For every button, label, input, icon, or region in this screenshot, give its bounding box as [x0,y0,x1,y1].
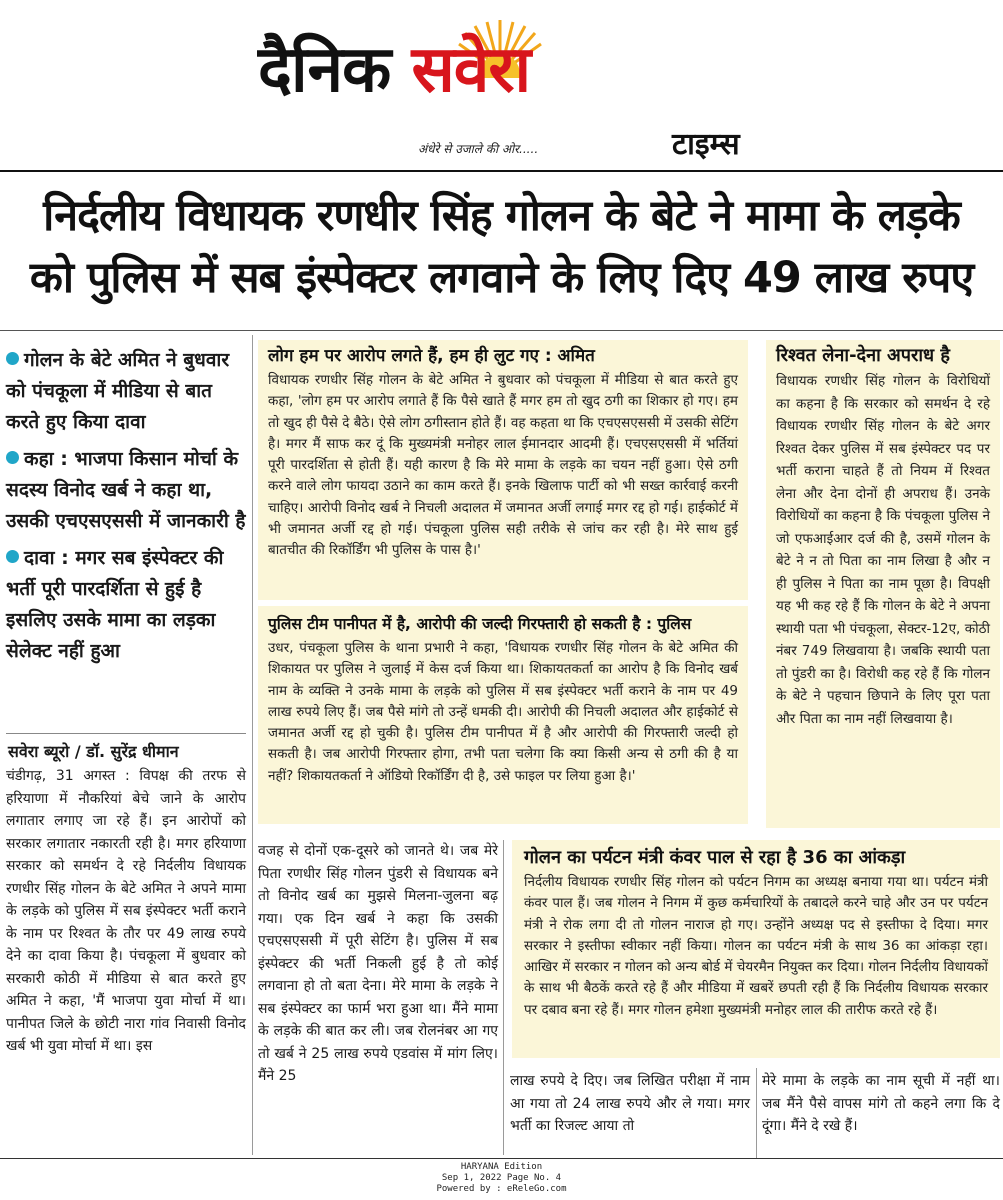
column-divider [503,840,504,1155]
box-amit-text: विधायक रणधीर सिंह गोलन के बेटे अमित ने बुधवार को पंचकूला में मीडिया से बात करते हुए कहा, 'लोग हम पर आरोप लगाते हैं कि पैसे खाते हैं मगर हम तो खुद ठगी का शिकार हो गए। हम तो खुद ही पैसे दे बैठे। ऐसे लोग ठगीस्तान होते हैं। वह कहता था कि एचएसएससी में उसकी सेटिंग है। मगर मैं साफ कर दूं कि मुख्यमंत्री मनोहर लाल ईमानदार आदमी हैं। एचएसएससी में भर्तियां पूरी पारदर्शिता से होती हैं। यही कारण है कि मेरे मामा के लड़के का चयन नहीं हुआ। ऐसे ठगी करने वाले लोग फायदा उठाने का काम करते हैं। इनके खिलाफ पार्टी को भी सख्त कार्रवाई करनी चाहिए। आरोपी विनोद खर्ब ने निचली अदालत में जमानत अर्जी लगाई मगर रद्द हो गई। हाईकोर्ट में भी जमानत अर्जी रद्द हो गई। पंचकूला पुलिस सही तरीके से जांच कर रही है। मेरे साथ हुई बातचीत की रिकॉर्डिंग भी पुलिस के पास है।' [268,372,738,559]
footer-powered-by: Powered by : eReleGo.com [436,1184,567,1194]
masthead-divider [0,170,1003,172]
masthead-title-red: सवेरा [411,33,531,107]
box-police [258,606,748,824]
bullet-item: कहा : भाजपा किसान मोर्चा के सदस्य विनोद खर्ब ने कहा था, उसकी एचएसएससी में जानकारी है [6,448,246,532]
box-police-text: उधर, पंचकूला पुलिस के थाना प्रभारी ने कहा, 'विधायक रणधीर सिंह गोलन के बेटे अमित की शिकायत पर पुलिस ने जुलाई में केस दर्ज किया था। शिकायतकर्ता का आरोप है कि विनोद खर्ब नाम के व्यक्ति ने उनके मामा के लड़के को पुलिस में सब इंस्पेक्टर भर्ती कराने के नाम पर 49 लाख रुपये लिए हैं। जब पैसे मांगे तो उन्हें धमकी दी। आरोपी की निचली अदालत और हाईकोर्ट से जमानत अर्जी रद्द हो चुकी है। पुलिस टीम पानीपत में है और आरोपी की गिरफ्तारी जल्दी हो सकती है। जब आरोपी गिरफ्तार होगा, तभी पता चलेगा कि क्या किसी अन्य से ठगी की है या नहीं? शिकायतकर्ता ने ऑडियो रिकॉर्डिंग दी है, उसे फाइल पर लिया हुआ है।' [268,640,738,784]
byline: सवेरा ब्यूरो / डॉ. सुरेंद्र धीमान [8,742,179,761]
box-bribe-heading: रिश्वत लेना-देना अपराध है [776,345,950,366]
column-divider [252,335,253,1155]
box-tourism [512,840,1000,1058]
bullet-item: गोलन के बेटे अमित ने बुधवार को पंचकूला में मीडिया से बात करते हुए किया दावा [6,349,230,433]
headline-line-1: निर्दलीय विधायक रणधीर सिंह गोलन के बेटे ने मामा के लड़के [43,191,960,241]
footer-date-page: Sep 1, 2022 Page No. 4 [441,1173,562,1183]
footer-divider [0,1158,1003,1159]
headline-line-2: को पुलिस में सब इंस्पेक्टर लगवाने के लिए दिए 49 लाख रुपए [29,253,974,303]
main-story-column-1: चंडीगढ़, 31 अगस्त : विपक्ष की तरफ से हरियाणा में नौकरियां बेचे जाने के आरोप लगातार लगाए जा रहे हैं। इन आरोपों को सरकार लगातार नकारती रही है। मगर हरियाणा सरकार को समर्थन दे रहे निर्दलीय विधायक रणधीर सिंह गोलन के बेटे अमित ने अपने मामा के लड़के को पुलिस में सब इंस्पेक्टर भर्ती कराने के नाम पर रिश्वत के तौर पर 49 लाख रुपये देने का दावा किया है। पंचकूला में बुधवार को सरकारी कोठी में मीडिया से बात करते हुए अमित ने कहा, 'मैं भाजपा युवा मोर्चा में था। पानीपत जिले के छोटी नारा गांव निवासी विनोद खर्ब भी युवा मोर्चा में था। इस [6,768,246,1054]
main-story-column-4: मेरे मामा के लड़के का नाम सूची में नहीं था। जब मैंने पैसे वापस मांगे तो कहने लगा कि दे दूंगा। मैंने दे रखे हैं। [762,1073,1000,1134]
bullet-item: दावा : मगर सब इंस्पेक्टर की भर्ती पूरी पारदर्शिता से हुई है इसलिए उसके मामा का लड़का सेलेक्ट नहीं हुआ [6,547,224,662]
footer [0,1162,1003,1195]
main-story-column-2: वजह से दोनों एक-दूसरे को जानते थे। जब मेरे पिता रणधीर सिंह गोलन पुंडरी से विधायक बने तो विनोद खर्ब का मुझसे मिलना-जुलना बढ़ गया। एक दिन खर्ब ने कहा कि उसकी एचएसएससी में पूरी सेटिंग है। पुलिस में सब इंस्पेक्टर की भर्ती निकली हुई है तो कोई लगवाना हो तो बता देना। मेरे मामा के लड़के ने सब इंस्पेक्टर का फार्म भरा हुआ था। मैंने मामा के लड़के की बात कर ली। जब रोलनंबर आ गए तो खर्ब ने 25 लाख रुपये एडवांस में मांग लिए। मैंने 25 [258,843,498,1084]
box-tourism-text: निर्दलीय विधायक रणधीर सिंह गोलन को पर्यटन निगम का अध्यक्ष बनाया गया था। पर्यटन मंत्री कंवर पाल हैं। जब गोलन ने निगम में कुछ कर्मचारियों के तबादले करने चाहे और उन पर पर्यटन मंत्री ने रोक लगा दी तो गोलन नाराज हो गए। उन्होंने अध्यक्ष पद से इस्तीफा दे दिया। मगर सरकार ने इस्तीफा स्वीकार नहीं किया। गोलन का पर्यटन मंत्री के साथ 36 का आंकड़ा रहा। आखिर में सरकार न गोलन को अन्य बोर्ड में चेयरमैन नियुक्त कर दिया। गोलन निर्दलीय विधायकों के साथ भी बैठकें करते रहे हैं और मीडिया में खबरें छपती रही हैं कि निर्दलीय विधायक सरकार पर दबाव बना रहे हैं। मगर गोलन हमेशा मुख्यमंत्री मनोहर लाल की तारीफ करते रहे हैं। [524,874,988,1018]
masthead [0,0,1003,175]
masthead-title [258,33,531,107]
box-bribe [766,340,1000,828]
masthead-subtitle: टाइम्स [672,127,740,162]
bullet-dot-icon [6,550,19,563]
footer-edition: HARYANA Edition [460,1162,543,1172]
box-bribe-text: विधायक रणधीर सिंह गोलन के विरोधियों का कहना है कि सरकार को समर्थन दे रहे विधायक रणधीर सिंह गोलन के बेटे अगर रिश्वत देकर पुलिस में सब इंस्पेक्टर पद पर भर्ती कराना चाहते हैं तो नियम में रिश्वत लेना और देना दोनों ही अपराध हैं। उनके विरोधियों का कहना है कि पंचकूला पुलिस ने जो एफआईआर दर्ज की है, उसमें गोलन के बेटे ने न तो पिता का नाम लिखा है और न ही पुलिस ने पिता का नाम पूछा है। विपक्षी यह भी कह रहे हैं कि गोलन के बेटे ने अपना स्थायी पता भी पंचकूला, सेक्टर-12ए, कोठी नंबर 749 लिखवाया है। जबकि स्थायी पता तो पुंडरी का है। विरोधी कह रहे हैं कि गोलन के बेटे ने पहचान छिपाने के लिए पूरा पता और पिता का नाम नहीं लिखवाया है। [776,373,990,727]
main-headline [0,185,1003,309]
box-police-heading: पुलिस टीम पानीपत में है, आरोपी की जल्दी गिरफ्तारी हो सकती है : पुलिस [268,615,692,633]
bullets-divider [6,733,246,734]
highlight-bullets [6,345,246,673]
box-tourism-heading: गोलन का पर्यटन मंत्री कंवर पाल से रहा है 36 का आंकड़ा [524,847,906,868]
masthead-title-black: दैनिक [258,33,391,107]
bullet-dot-icon [6,451,19,464]
column-divider [756,1068,757,1158]
box-amit-heading: लोग हम पर आरोप लगते हैं, हम ही लुट गए : अमित [268,346,595,366]
box-amit [258,340,748,600]
main-story-column-3: लाख रुपये दे दिए। जब लिखित परीक्षा में नाम आ गया तो 24 लाख रुपये और ले गया। मगर भर्ती का रिजल्ट आया तो [510,1073,750,1134]
bullet-dot-icon [6,352,19,365]
masthead-tagline: अंधेरे से उजाले की ओर..... [418,142,539,156]
headline-divider [0,330,1003,331]
